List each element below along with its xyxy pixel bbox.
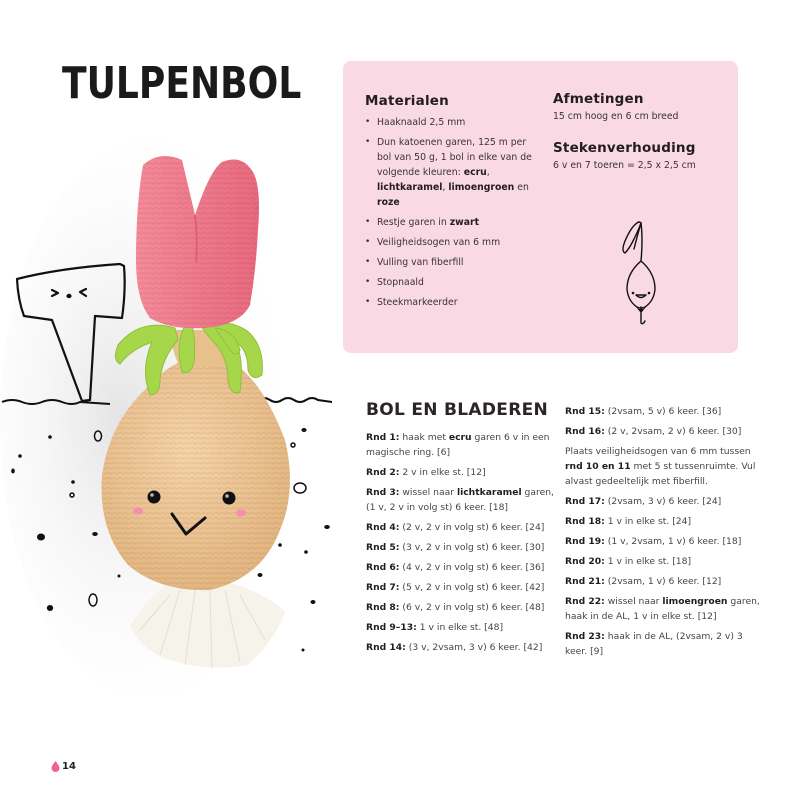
- pattern-round: [565, 534, 760, 549]
- section-title: BOL EN BLADEREN: [366, 400, 549, 420]
- text: 1 v in elke st. [18]: [604, 556, 692, 567]
- text: haak in de AL, (2vsam, 2 v) 3 keer. [9]: [565, 631, 743, 657]
- round-label: Rnd 8:: [366, 602, 400, 613]
- round-label: Rnd 4:: [366, 522, 400, 533]
- round-label: Rnd 17:: [565, 496, 605, 507]
- rounds-column-left: [366, 430, 561, 660]
- pattern-round: [366, 485, 561, 515]
- text: garen, haak in de AL, 1 v in elke st. [12]: [565, 596, 760, 622]
- text: ,: [486, 167, 490, 178]
- specs-column: [553, 91, 723, 171]
- round-label: Rnd 22:: [565, 596, 605, 607]
- materials-item: [365, 215, 535, 230]
- text: Haaknaald 2,5 mm: [377, 117, 466, 128]
- pattern-round: [366, 640, 561, 655]
- pattern-round: [565, 424, 760, 439]
- text: Plaats veiligheidsogen van 6 mm tussen: [565, 446, 751, 457]
- page-number: 14: [62, 761, 76, 772]
- round-label: Rnd 9–13:: [366, 622, 417, 633]
- bulb-doodle-icon: [611, 219, 671, 331]
- bold-text: limoengroen: [448, 182, 515, 193]
- materials-item: [365, 235, 535, 250]
- text: (2 v, 2vsam, 2 v) 6 keer. [30]: [604, 426, 742, 437]
- pattern-round: [565, 594, 760, 624]
- materials-item: [365, 135, 535, 210]
- text: (1 v, 2vsam, 1 v) 6 keer. [18]: [604, 536, 742, 547]
- pattern-round: [565, 554, 760, 569]
- text: (3 v, 2 v in volg st) 6 keer. [30]: [399, 542, 545, 553]
- text: wissel naar: [604, 596, 663, 607]
- text: (2 v, 2 v in volg st) 6 keer. [24]: [399, 522, 545, 533]
- pattern-round: [565, 404, 760, 419]
- round-label: Rnd 7:: [366, 582, 400, 593]
- bold-text: rnd 10 en 11: [565, 461, 631, 472]
- pattern-round: [565, 514, 760, 529]
- text: haak met: [399, 432, 449, 443]
- round-label: Rnd 6:: [366, 562, 400, 573]
- rounds-column-right: [565, 404, 760, 664]
- round-label: Rnd 18:: [565, 516, 605, 527]
- text: (3 v, 2vsam, 3 v) 6 keer. [42]: [405, 642, 543, 653]
- round-label: Rnd 21:: [565, 576, 605, 587]
- text: garen 6 v in een magische ring. [6]: [366, 432, 550, 458]
- text: 1 v in elke st. [48]: [416, 622, 504, 633]
- text: ,: [442, 182, 449, 193]
- text: Steekmarkeerder: [377, 297, 458, 308]
- pattern-round: [366, 465, 561, 480]
- materials-heading: Materialen: [365, 93, 449, 109]
- text: 1 v in elke st. [24]: [604, 516, 692, 527]
- text: Dun katoenen garen, 125 m per bol van 50 g, 1 bol in elke van de volgende kleuren:: [377, 137, 532, 178]
- tulip-bulb-photo: [0, 130, 350, 690]
- drop-icon: [51, 761, 60, 772]
- text: en: [514, 182, 529, 193]
- materials-list: [365, 115, 535, 310]
- round-label: Rnd 14:: [366, 642, 406, 653]
- gauge-heading: Stekenverhouding: [553, 140, 696, 156]
- text: (2vsam, 3 v) 6 keer. [24]: [604, 496, 722, 507]
- text: wissel naar: [399, 487, 457, 498]
- materials-column: [365, 93, 535, 315]
- bold-text: limoengroen: [662, 596, 728, 607]
- text: garen, (1 v, 2 v in volg st) 6 keer. [18]: [366, 487, 554, 513]
- round-label: Rnd 1:: [366, 432, 400, 443]
- text: met 5 st tussenruimte. Vul alvast gedeeltelijk met fiberfill.: [565, 461, 756, 487]
- pattern-round: [366, 620, 561, 635]
- round-label: Rnd 3:: [366, 487, 400, 498]
- bold-text: lichtkaramel: [377, 182, 443, 193]
- text: Stopnaald: [377, 277, 424, 288]
- round-label: Rnd 15:: [565, 406, 605, 417]
- round-label: Rnd 16:: [565, 426, 605, 437]
- dimensions-text: 15 cm hoog en 6 cm breed: [553, 111, 679, 122]
- materials-info-box: [343, 61, 738, 353]
- text: Veiligheidsogen van 6 mm: [377, 237, 501, 248]
- text: (4 v, 2 v in volg st) 6 keer. [36]: [399, 562, 545, 573]
- bold-text: lichtkaramel: [456, 487, 522, 498]
- bold-text: ecru: [448, 432, 472, 443]
- pattern-round: [565, 629, 760, 659]
- text: (6 v, 2 v in volg st) 6 keer. [48]: [399, 602, 545, 613]
- round-label: Rnd 20:: [565, 556, 605, 567]
- text: Restje garen in: [377, 217, 450, 228]
- bold-text: zwart: [449, 217, 480, 228]
- dimensions-heading: Afmetingen: [553, 91, 644, 107]
- materials-item: [365, 255, 535, 270]
- bold-text: ecru: [463, 167, 487, 178]
- text: (2vsam, 5 v) 6 keer. [36]: [604, 406, 722, 417]
- pattern-round: [366, 580, 561, 595]
- pattern-round: [366, 600, 561, 615]
- page-title: TULPENBOL: [62, 58, 302, 109]
- pattern-round: [565, 494, 760, 509]
- text: 2 v in elke st. [12]: [399, 467, 486, 478]
- materials-item: [365, 115, 535, 130]
- pattern-round: [366, 520, 561, 535]
- pattern-round: [565, 444, 760, 489]
- round-label: Rnd 23:: [565, 631, 605, 642]
- text: (2vsam, 1 v) 6 keer. [12]: [604, 576, 722, 587]
- gauge-text: 6 v en 7 toeren = 2,5 x 2,5 cm: [553, 160, 696, 171]
- round-label: Rnd 5:: [366, 542, 400, 553]
- pattern-round: [366, 430, 561, 460]
- pattern-round: [565, 574, 760, 589]
- materials-item: [365, 295, 535, 310]
- pattern-round: [366, 560, 561, 575]
- pattern-round: [366, 540, 561, 555]
- bold-text: roze: [377, 197, 400, 208]
- round-label: Rnd 2:: [366, 467, 400, 478]
- text: (5 v, 2 v in volg st) 6 keer. [42]: [399, 582, 545, 593]
- materials-item: [365, 275, 535, 290]
- text: Vulling van fiberfill: [377, 257, 464, 268]
- round-label: Rnd 19:: [565, 536, 605, 547]
- page-footer: [51, 761, 76, 772]
